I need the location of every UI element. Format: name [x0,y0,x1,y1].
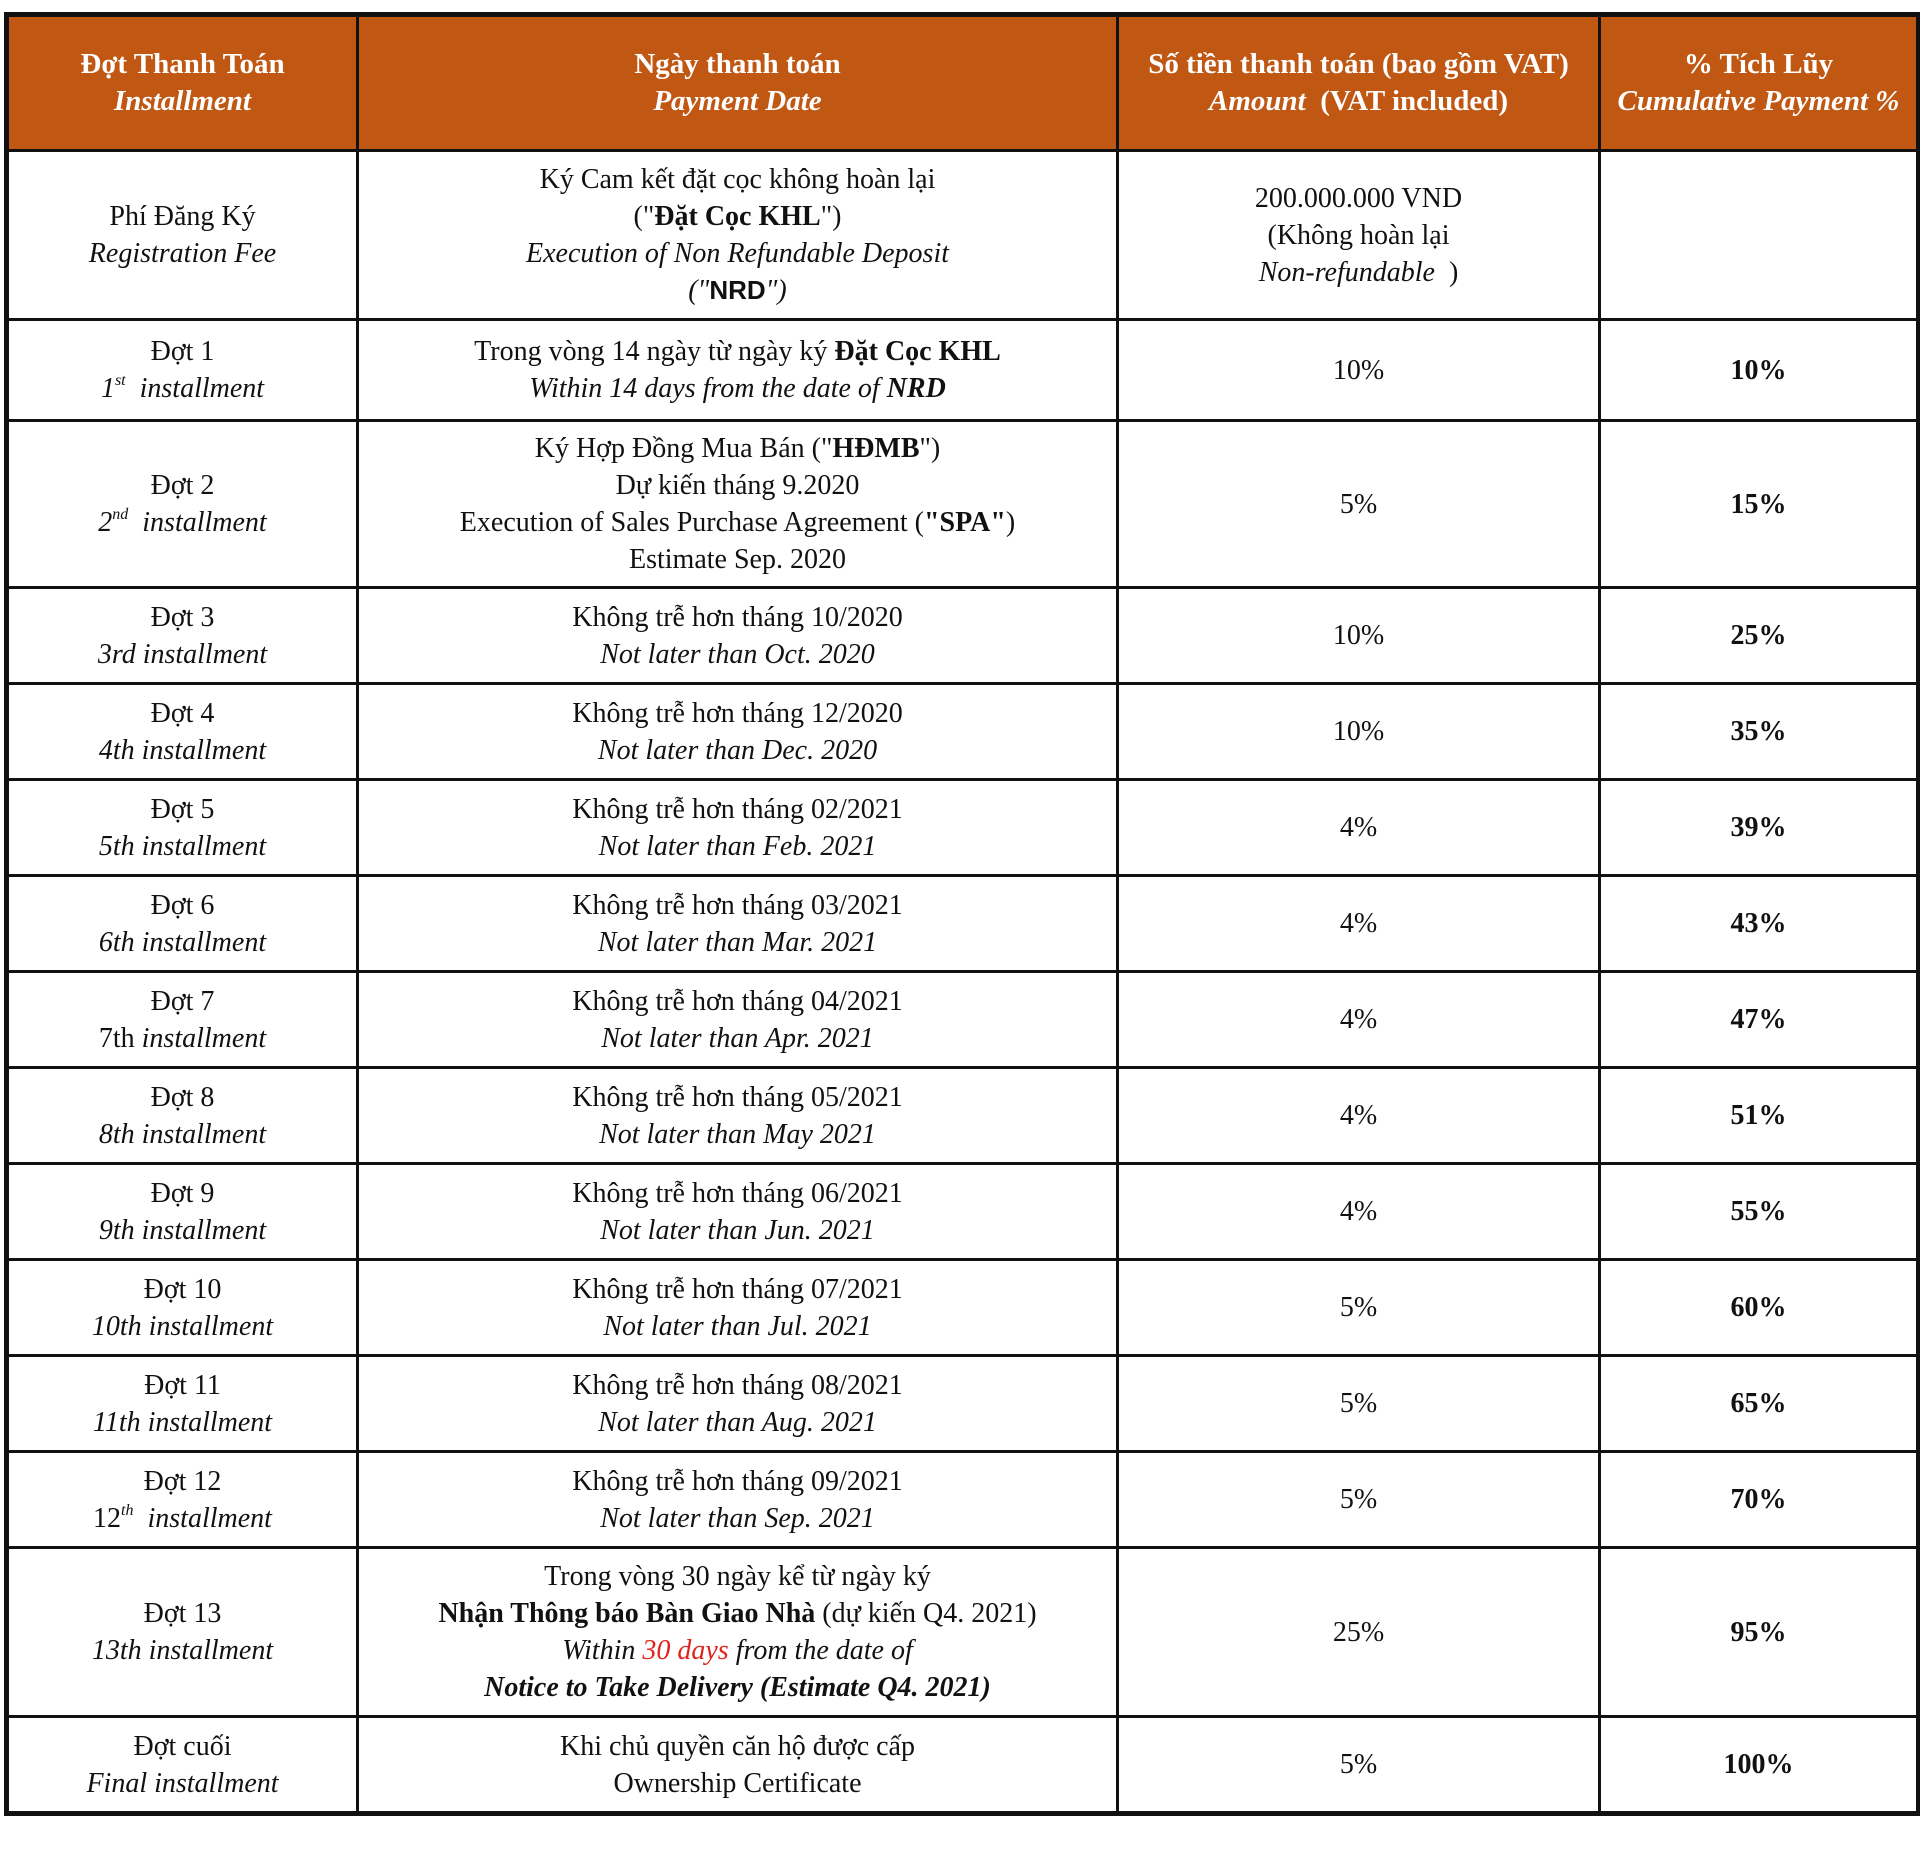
text: Trong vòng 14 ngày từ ngày ký [474,336,835,367]
cell-cumulative: 95% [1600,1548,1919,1717]
date-line: Execution of Non Refundable Deposit [525,238,950,269]
amount-line: (Không hoàn lại [1267,219,1450,251]
text-bold: NRD [886,373,946,404]
date-line [365,198,1110,235]
text: Non-refundable [1258,256,1435,288]
cell-cumulative: 47% [1600,972,1919,1068]
table-row-4 [7,684,1919,780]
table-row-8 [7,1068,1919,1164]
date-en: Not later than Apr. 2021 [601,1022,874,1054]
installment-vi: Đợt 4 [150,697,215,729]
date-vi: Không trễ hơn tháng 02/2021 [572,793,903,825]
highlight-text: 30 days [642,1635,729,1666]
date-en: Not later than Jun. 2021 [600,1214,875,1246]
installment-vi: Đợt 8 [150,1081,215,1113]
date-vi: Không trễ hơn tháng 03/2021 [572,889,903,921]
cell-payment-date [358,1164,1118,1260]
text-bold: Đặt Cọc KHL [834,336,1001,367]
table-row-registration [7,151,1919,320]
installment-en: 5th installment [98,830,267,862]
text: st [114,372,126,389]
cell-cumulative: 70% [1600,1452,1919,1548]
cell-cumulative [1600,151,1919,320]
text: 2 [98,507,113,538]
cell-installment [7,320,358,421]
cell-payment-date [358,684,1118,780]
text-bold: "SPA" [923,507,1006,538]
date-line [365,504,1110,541]
installment-vi: Đợt 11 [144,1369,221,1401]
date-en: Not later than May 2021 [599,1118,876,1150]
date-en: Not later than Dec. 2020 [597,734,878,766]
installment-en: 9th installment [98,1214,267,1246]
date-vi: Không trễ hơn tháng 06/2021 [572,1177,903,1209]
date-en: Not later than Aug. 2021 [598,1406,877,1438]
installment-vi: Đợt 12 [143,1465,222,1497]
text: ) [1005,507,1016,538]
cell-amount: 10% [1118,588,1600,684]
cell-installment [7,876,358,972]
date-vi: Không trễ hơn tháng 05/2021 [572,1081,903,1113]
text: ) [1448,256,1459,288]
cell-installment [7,151,358,320]
date-line [365,1595,1110,1632]
cell-cumulative: 10% [1600,320,1919,421]
text-bold: Đặt Cọc KHL [654,201,821,232]
text: ") [820,201,842,232]
payment-schedule [4,12,1916,1816]
date-en: Not later than Mar. 2021 [597,926,878,958]
text: ") [919,433,941,464]
cell-cumulative: 60% [1600,1260,1919,1356]
cell-amount: 5% [1118,1260,1600,1356]
installment-en: 8th installment [98,1118,267,1150]
header-payment-date-vi: Ngày thanh toán [634,48,841,80]
cell-amount [1118,151,1600,320]
date-vi [365,333,1110,370]
installment-vi: Đợt 6 [150,889,215,921]
payment-schedule-table [4,12,1920,1816]
cell-cumulative: 55% [1600,1164,1919,1260]
cell-installment [7,780,358,876]
table-row-5 [7,780,1919,876]
cell-payment-date [358,780,1118,876]
date-line: Ký Cam kết đặt cọc không hoàn lại [539,164,936,195]
text: 1 [100,373,115,404]
table-row-9 [7,1164,1919,1260]
installment-vi: Đợt 1 [150,336,215,367]
text-bold: HĐMB [832,433,920,464]
cell-installment [7,684,358,780]
cell-cumulative: 100% [1600,1717,1919,1814]
cell-installment [7,1452,358,1548]
date-vi: Không trễ hơn tháng 04/2021 [572,985,903,1017]
text: Execution of Sales Purchase Agreement ( [459,507,924,538]
cell-installment [7,421,358,588]
header-cumulative [1600,15,1919,151]
text: 12 [93,1502,122,1534]
cell-amount: 4% [1118,1068,1600,1164]
cell-amount: 25% [1118,1548,1600,1717]
table-row-11 [7,1356,1919,1452]
header-amount-en [1125,83,1592,120]
header-installment-vi: Đợt Thanh Toán [80,48,285,80]
cell-payment-date [358,1548,1118,1717]
cell-payment-date [358,972,1118,1068]
date-en: Not later than Oct. 2020 [600,638,875,670]
installment-vi: Đợt 2 [150,470,215,501]
cell-amount: 5% [1118,421,1600,588]
installment-en: 4th installment [98,734,267,766]
cell-cumulative: 39% [1600,780,1919,876]
text: 7th [98,1022,135,1054]
cell-cumulative: 65% [1600,1356,1919,1452]
text: installment [142,507,267,538]
date-en: Not later than Jul. 2021 [603,1310,872,1342]
header-amount-en-a: Amount [1209,85,1306,117]
installment-vi: Đợt 3 [150,601,215,633]
cell-installment [7,1717,358,1814]
table-row-13 [7,1548,1919,1717]
text: from the date of [728,1635,913,1666]
installment-vi: Đợt 13 [143,1598,222,1629]
cell-amount: 4% [1118,780,1600,876]
header-amount [1118,15,1600,151]
installment-vi: Phí Đăng Ký [109,201,256,232]
cell-installment [7,1068,358,1164]
date-line: Dự kiến tháng 9.2020 [615,470,860,501]
text: (dự kiến Q4. 2021) [815,1598,1037,1629]
text: ") [765,275,787,306]
header-amount-en-b: (VAT included) [1320,85,1508,117]
table-row-2 [7,421,1919,588]
header-cumulative-en: Cumulative Payment % [1617,85,1900,117]
cell-cumulative: 25% [1600,588,1919,684]
date-line: Notice to Take Delivery (Estimate Q4. 2021) [484,1672,991,1703]
text: installment [141,1022,267,1054]
amount-line: 200.000.000 VND [1254,182,1463,214]
cell-payment-date [358,1068,1118,1164]
cell-amount: 4% [1118,972,1600,1068]
table-row-10 [7,1260,1919,1356]
date-vi: Không trễ hơn tháng 09/2021 [572,1465,903,1497]
date-vi: Không trễ hơn tháng 12/2020 [572,697,903,729]
header-cumulative-vi: % Tích Lũy [1683,48,1834,80]
cell-amount: 5% [1118,1717,1600,1814]
date-line: Trong vòng 30 ngày kể từ ngày ký [544,1561,931,1592]
installment-en [15,1020,350,1057]
cell-payment-date [358,151,1118,320]
cell-payment-date [358,1452,1118,1548]
installment-vi: Đợt 5 [150,793,215,825]
text: (" [688,275,710,306]
date-vi: Không trễ hơn tháng 07/2021 [572,1273,903,1305]
installment-vi: Đợt 7 [150,985,215,1017]
installment-vi: Đợt cuối [133,1730,232,1762]
text: installment [139,373,265,404]
cell-amount: 4% [1118,876,1600,972]
cell-installment [7,1164,358,1260]
date-line: Khi chủ quyền căn hộ được cấp [560,1730,915,1762]
installment-en: Final installment [86,1767,279,1799]
table-row-12 [7,1452,1919,1548]
cell-installment [7,972,358,1068]
table-header-row [7,15,1919,151]
cell-payment-date [358,588,1118,684]
cell-payment-date [358,320,1118,421]
installment-vi: Đợt 10 [143,1273,222,1305]
cell-payment-date [358,1717,1118,1814]
text: th [121,1501,134,1519]
header-installment [7,15,358,151]
date-line: Ownership Certificate [613,1767,862,1799]
table-row-final [7,1717,1919,1814]
cell-amount: 10% [1118,320,1600,421]
header-payment-date-en: Payment Date [653,85,822,117]
text: (" [633,201,655,232]
cell-payment-date [358,421,1118,588]
cell-installment [7,588,358,684]
cell-cumulative: 43% [1600,876,1919,972]
installment-en: 11th installment [92,1406,273,1438]
cell-cumulative: 35% [1600,684,1919,780]
installment-en: Registration Fee [88,238,277,269]
text: Within [562,1635,643,1666]
text: nd [112,506,129,523]
date-en: Not later than Sep. 2021 [600,1502,875,1534]
text: Ký Hợp Đồng Mua Bán (" [534,433,833,464]
table-row-3 [7,588,1919,684]
cell-installment [7,1260,358,1356]
text: installment [147,1502,272,1534]
installment-en: 3rd installment [97,638,268,670]
installment-en: 10th installment [91,1310,274,1342]
cell-installment [7,1548,358,1717]
cell-amount: 10% [1118,684,1600,780]
date-vi: Không trễ hơn tháng 08/2021 [572,1369,903,1401]
cell-payment-date [358,876,1118,972]
cell-installment [7,1356,358,1452]
cell-payment-date [358,1356,1118,1452]
installment-vi: Đợt 9 [150,1177,215,1209]
cell-payment-date [358,1260,1118,1356]
installment-en [15,1500,350,1537]
table-row-6 [7,876,1919,972]
header-payment-date [358,15,1118,151]
date-line [365,272,1110,309]
installment-en: 6th installment [98,926,267,958]
cell-cumulative: 15% [1600,421,1919,588]
text-bold: NRD [709,275,766,305]
cell-amount: 5% [1118,1356,1600,1452]
text-bold: Nhận Thông báo Bàn Giao Nhà [438,1598,816,1629]
header-installment-en: Installment [114,85,251,117]
date-en: Not later than Feb. 2021 [598,830,877,862]
date-vi: Không trễ hơn tháng 10/2020 [572,601,903,633]
installment-en [15,370,350,407]
date-line: Estimate Sep. 2020 [629,544,846,575]
header-amount-vi: Số tiền thanh toán (bao gồm VAT) [1148,48,1569,80]
cell-cumulative: 51% [1600,1068,1919,1164]
cell-amount: 5% [1118,1452,1600,1548]
cell-amount: 4% [1118,1164,1600,1260]
date-line [365,430,1110,467]
table-row-1 [7,320,1919,421]
date-en [365,370,1110,407]
installment-en: 13th installment [91,1635,274,1666]
amount-line [1125,254,1592,291]
date-line [365,1632,1110,1669]
text: Within 14 days from the date of [529,373,887,404]
table-row-7 [7,972,1919,1068]
installment-en [15,504,350,541]
